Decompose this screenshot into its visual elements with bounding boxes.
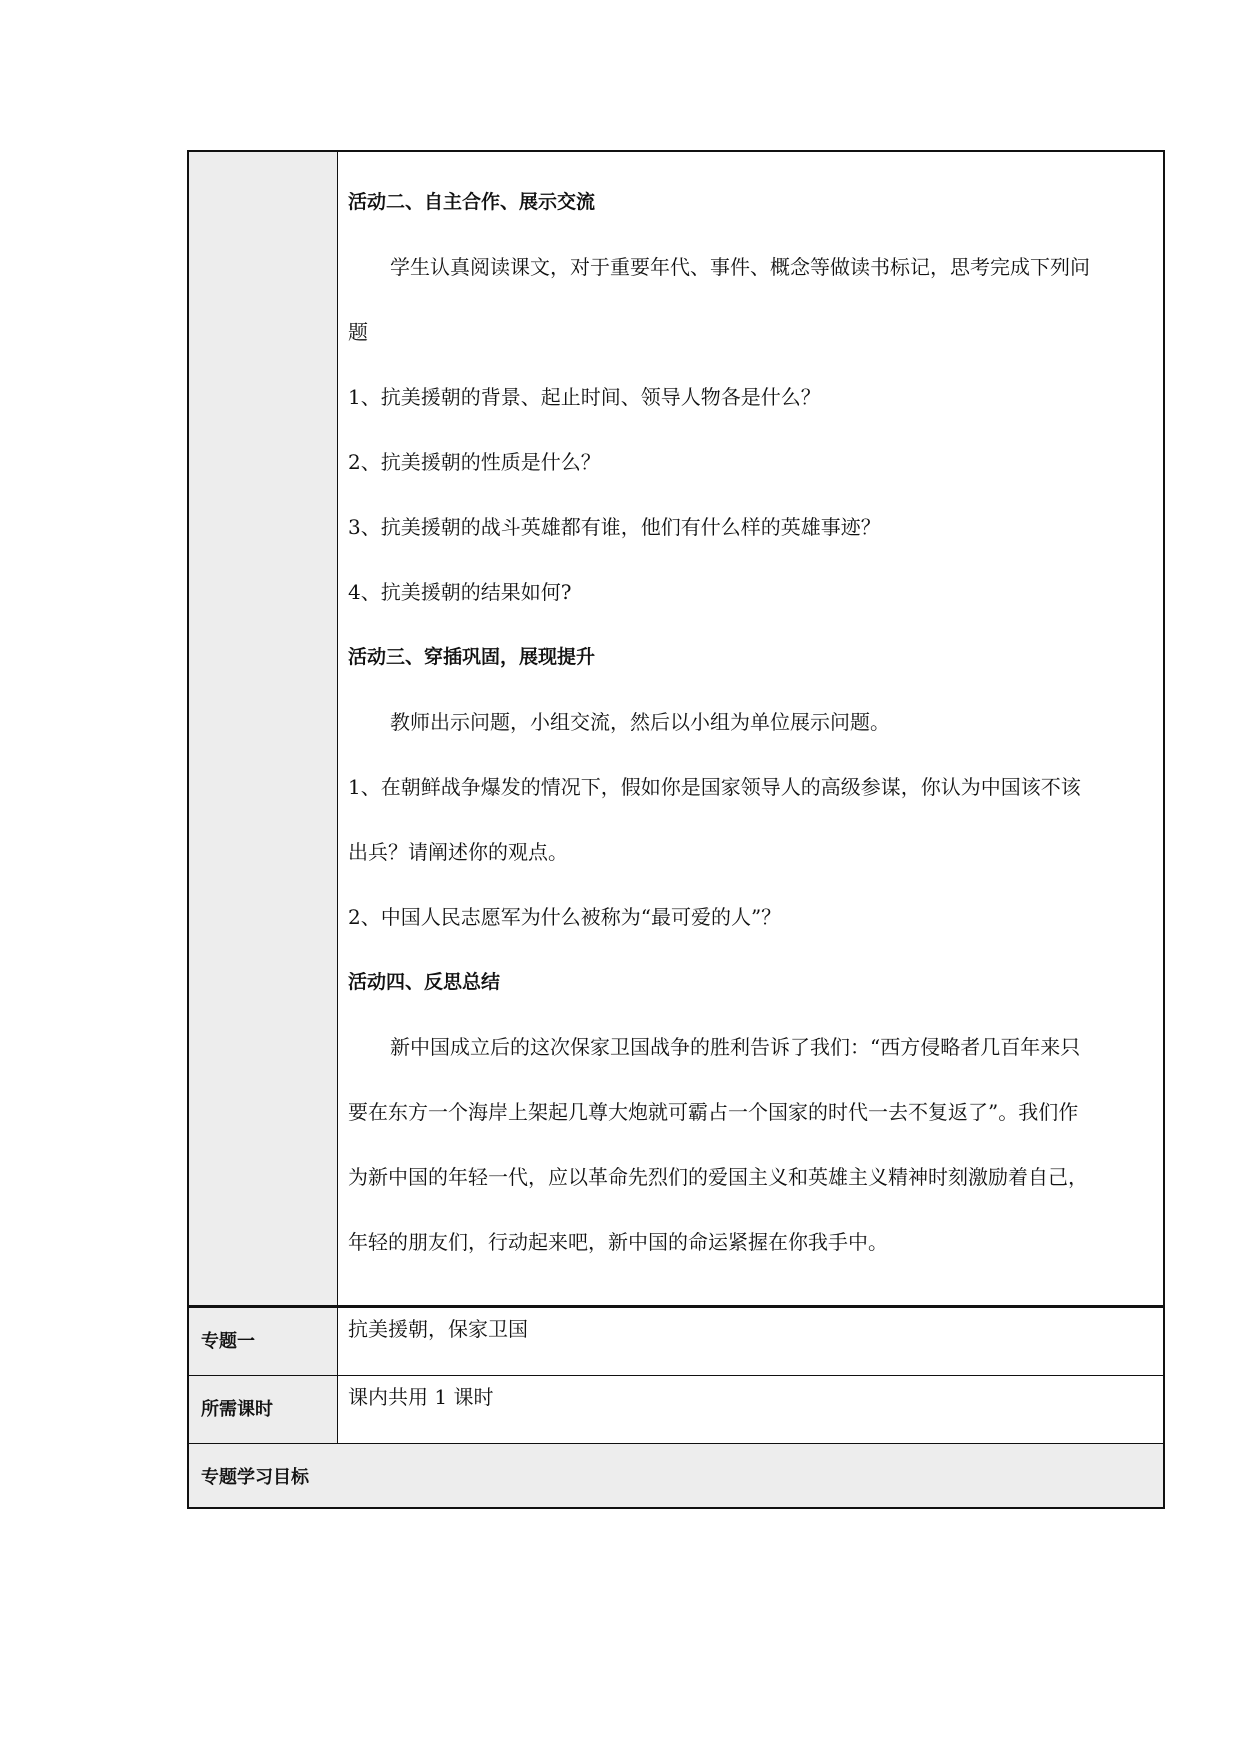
activity2-question-2: 2、抗美援朝的性质是什么？ (348, 450, 601, 474)
activity4-heading: 活动四、反思总结 (348, 971, 501, 993)
activity2-heading: 活动二、自主合作、展示交流 (348, 191, 596, 213)
activities-row (189, 152, 1163, 1307)
activity3-intro: 教师出示问题，小组交流，然后以小组为单位展示问题。 (390, 710, 890, 734)
activity4-line3: 为新中国的年轻一代，应以革命先烈们的爱国主义和英雄主义精神时刻激励着自己， (348, 1165, 1088, 1189)
activity4-line1: 新中国成立后的这次保家卫国战争的胜利告诉了我们：“西方侵略者几百年来只 (390, 1035, 1081, 1059)
activity2-question-1: 1、抗美援朝的背景、起止时间、领导人物各是什么？ (348, 385, 821, 409)
topic-row (189, 1307, 1163, 1375)
activity4-line4: 年轻的朋友们，行动起来吧，新中国的命运紧握在你我手中。 (348, 1230, 888, 1254)
activity2-intro-line2: 题 (348, 320, 368, 344)
activity2-intro-line1: 学生认真阅读课文，对于重要年代、事件、概念等做读书标记，思考完成下列问 (390, 255, 1090, 279)
activity3-question-1-line1: 1、在朝鲜战争爆发的情况下，假如你是国家领导人的高级参谋，你认为中国该不该 (348, 775, 1081, 799)
hours-value: 课内共用 1 课时 (348, 1385, 494, 1409)
goals-label: 专题学习目标 (201, 1466, 309, 1488)
activity2-question-3: 3、抗美援朝的战斗英雄都有谁，他们有什么样的英雄事迹？ (348, 515, 881, 539)
activities-content-cell (338, 152, 1163, 1305)
topic-label: 专题一 (189, 1308, 338, 1375)
lesson-plan-table (187, 150, 1165, 1509)
activity3-question-2: 2、中国人民志愿军为什么被称为“最可爱的人”？ (348, 905, 782, 929)
activities-label-cell (189, 152, 338, 1305)
hours-label: 所需课时 (189, 1376, 338, 1443)
activity4-line2: 要在东方一个海岸上架起几尊大炮就可霸占一个国家的时代一去不复返了”。我们作 (348, 1100, 1079, 1124)
hours-row (189, 1375, 1163, 1443)
activity2-question-4: 4、抗美援朝的结果如何? (348, 580, 572, 604)
topic-value: 抗美援朝，保家卫国 (348, 1317, 528, 1341)
activity3-heading: 活动三、穿插巩固，展现提升 (348, 646, 596, 668)
activity3-question-1-line2: 出兵？请阐述你的观点。 (348, 840, 568, 864)
goals-row (189, 1443, 1163, 1507)
